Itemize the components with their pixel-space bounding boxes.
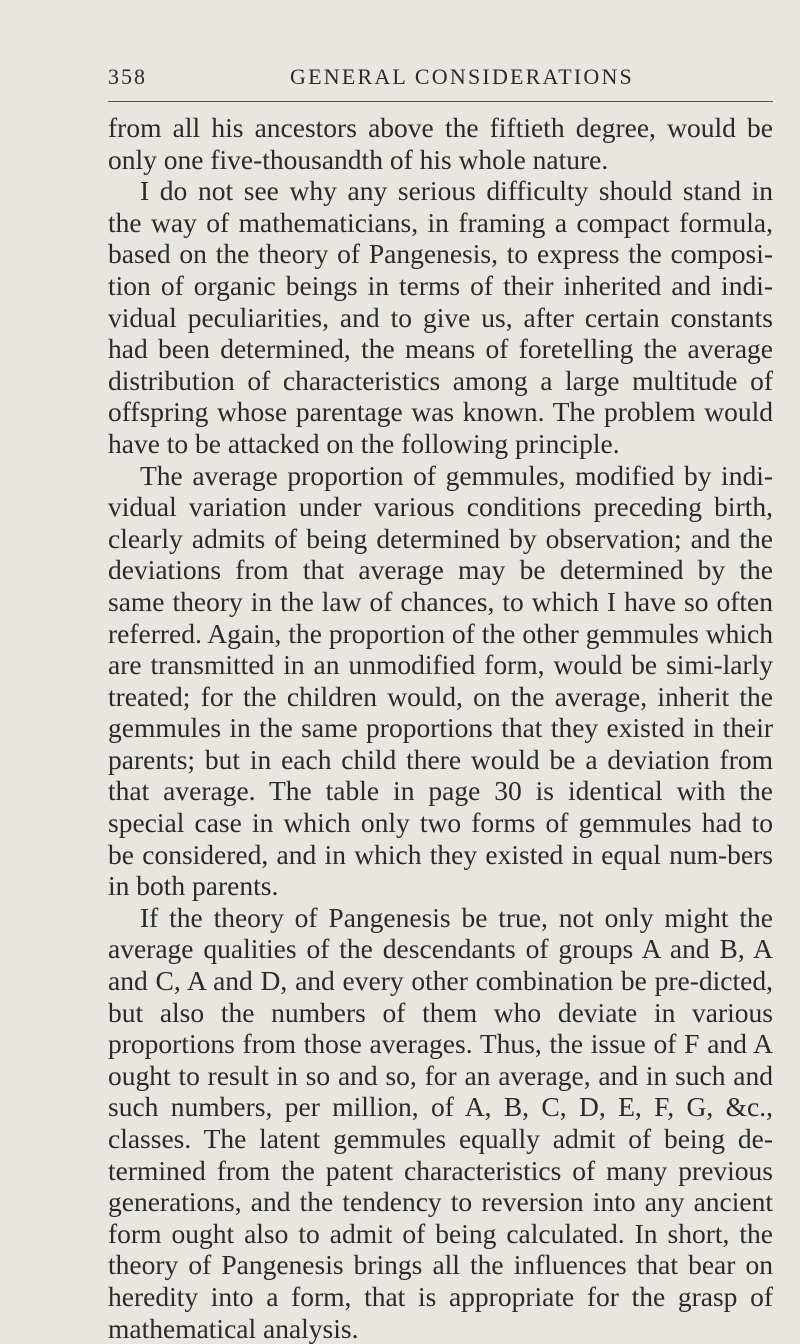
header-rule <box>108 101 773 102</box>
body-text <box>108 112 773 1344</box>
running-head <box>108 60 770 94</box>
paragraph-pangenesis-prediction: If the theory of Pangenesis be true, not only might the average qualities of the descendants of groups A and B, A and C, A and D, and every other combination be pre-dicted, but also the numbers of them who deviate in various proportions from those averages. Thus, the issue of F and A ought to result in so and so, for an average, and in such and such numbers, per million, of A, B, C, D, E, F, G, &c., classes. The latent gemmules equally admit of being de-termined from the patent characteristics of many previous generations, and the tendency to reversion into any ancient form ought also to admit of being calculated. In short, the theory of Pangenesis brings all the influences that bear on heredity into a form, that is appropriate for the grasp of mathematical analysis. <box>108 901 773 1344</box>
paragraph-mathematical-formula: I do not see why any serious difficulty should stand in the way of mathematicians, in framing a compact formula, based on the theory of Pangenesis, to express the composi-tion of organic beings in terms of their inherited and indi-vidual peculiarities, and to give us, after certain constants had been determined, the means of foretelling the average distribution of characteristics among a large multitude of offspring whose parentage was known. The problem would have to be attacked on the following principle. <box>108 175 773 459</box>
running-head-title: GENERAL CONSIDERATIONS <box>290 64 634 89</box>
paragraph-gemmule-proportion: The average proportion of gemmules, modified by indi-vidual variation under various conditions preceding birth, clearly admits of being determined by observation; and the deviations from that average may be determined by the same theory in the law of chances, to which I have so often referred. Again, the proportion of the other gemmules which are transmitted in an unmodified form, would be simi-larly treated; for the children would, on the average, inherit the gemmules in the same proportions that they existed in their parents; but in each child there would be a deviation from that average. The table in page 30 is identical with the special case in which only two forms of gemmules had to be considered, and in which they existed in equal num-bers in both parents. <box>108 459 773 902</box>
paragraph-continuation: from all his ancestors above the fiftieth degree, would be only one five-thousandth of his whole nature. <box>108 112 773 175</box>
page-number: 358 <box>108 64 147 89</box>
